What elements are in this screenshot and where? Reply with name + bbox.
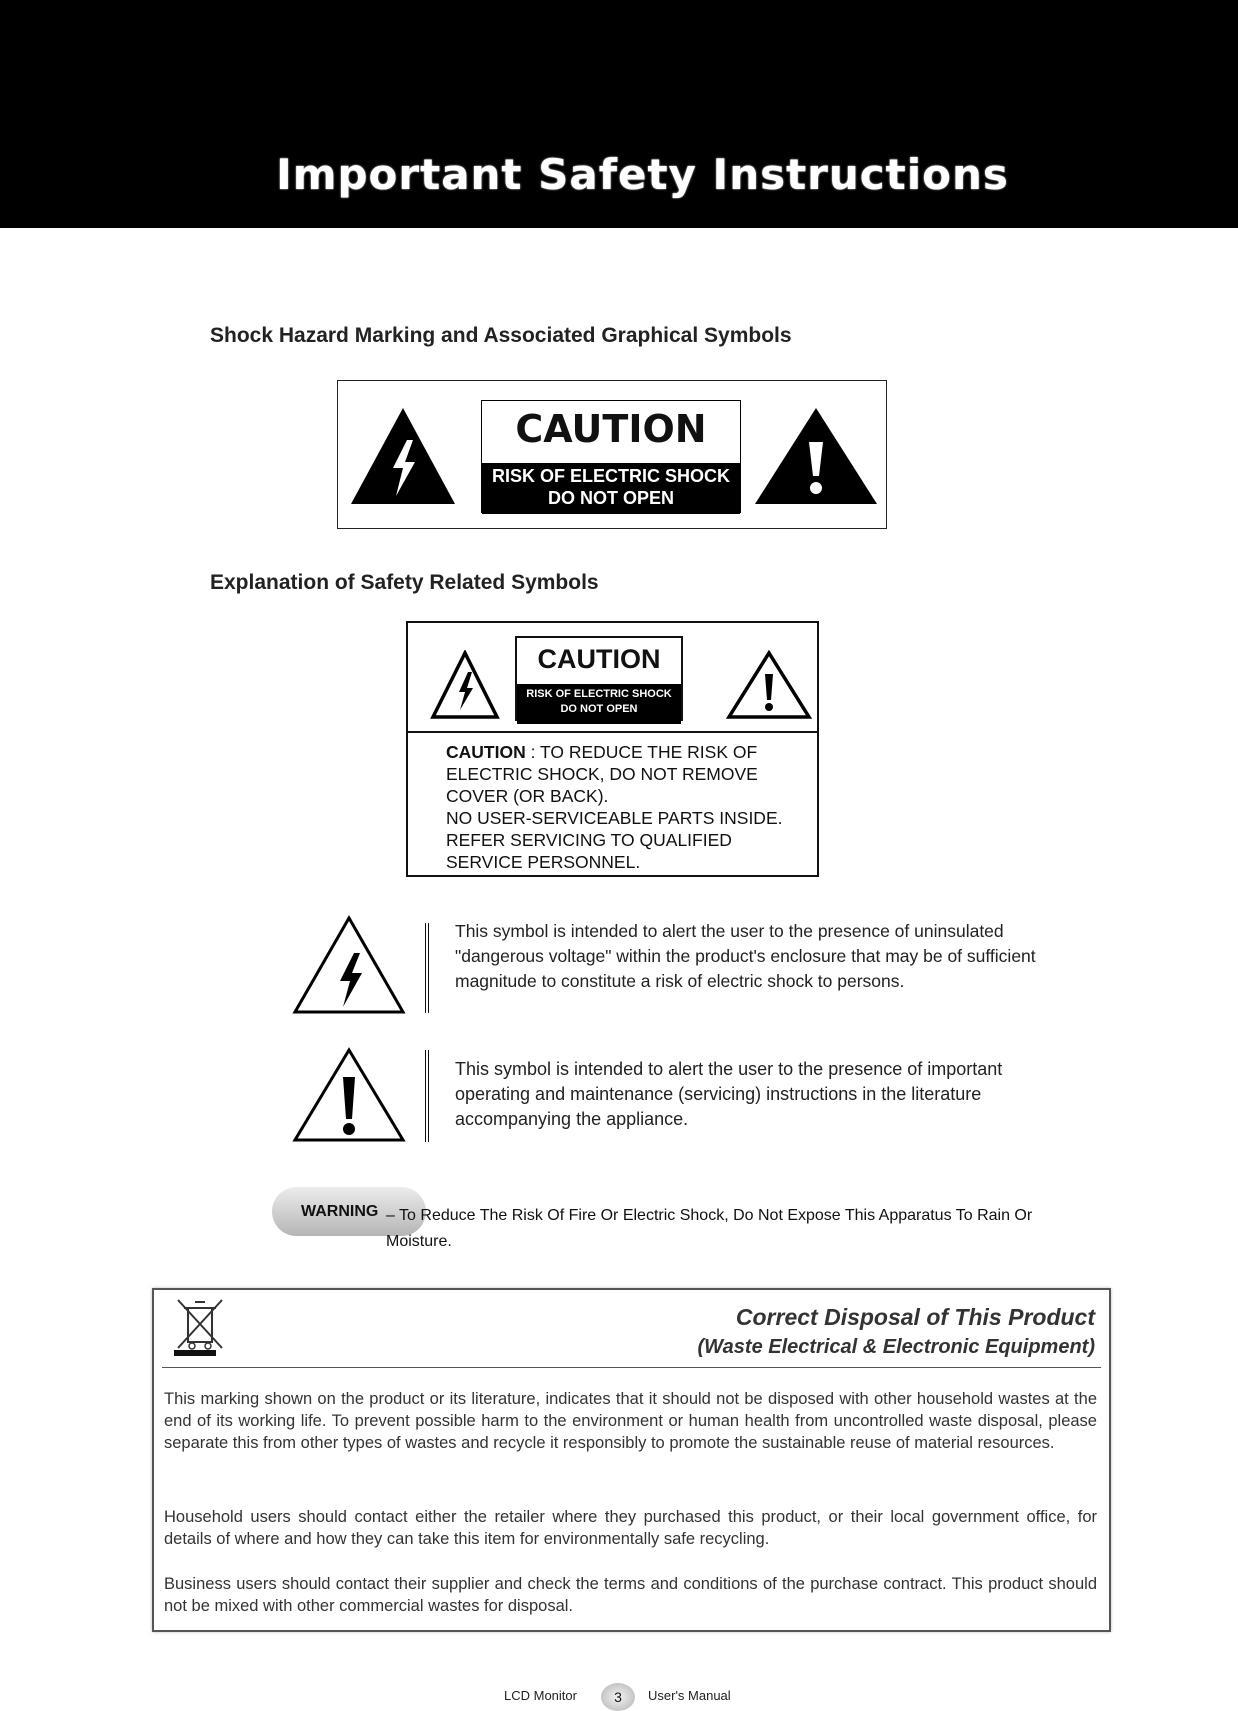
box-divider xyxy=(408,731,817,733)
exclamation-triangle-icon xyxy=(753,406,879,506)
exclamation-triangle-icon xyxy=(726,650,812,720)
weee-title: Correct Disposal of This Product xyxy=(735,1304,1095,1330)
symbol-explanation-voltage: This symbol is intended to alert the user to the presence of uninsulated "dangerous voltage" within the product's enclosure that may be of sufficient magnitude to constitute a risk of electric shock to persons. xyxy=(455,921,1036,991)
caution-subtext-line2: DO NOT OPEN xyxy=(547,488,674,508)
lightning-triangle-icon xyxy=(292,915,406,1015)
service-text: NO USER-SERVICEABLE PARTS INSIDE. REFER SERVICING TO QUALIFIED SERVICE PERSONNEL. xyxy=(446,808,783,872)
caution-word: CAUTION xyxy=(537,644,661,674)
caution-explanation-box xyxy=(406,621,819,877)
section-heading-explanation: Explanation of Safety Related Symbols xyxy=(210,571,599,594)
symbol-explanation-instructions: This symbol is intended to alert the user to the presence of important operating and maintenance (servicing) instructions in the literature accompanying the appliance. xyxy=(455,1059,1003,1129)
caution-subtext xyxy=(517,684,681,724)
warning-label: WARNING xyxy=(301,1203,379,1220)
section-heading-shock-hazard: Shock Hazard Marking and Associated Graphical Symbols xyxy=(210,324,792,347)
page-number: 3 xyxy=(601,1683,635,1711)
exclamation-triangle-icon xyxy=(292,1047,406,1143)
caution-word: CAUTION xyxy=(515,407,707,451)
caution-text: : TO REDUCE THE RISK OF ELECTRIC SHOCK, DO NOT REMOVE COVER (OR BACK). xyxy=(446,742,758,806)
caution-label xyxy=(481,400,741,513)
caution-lead: CAUTION xyxy=(446,742,526,762)
weee-paragraph: Business users should contact their supplier and check the terms and conditions of the purchase contract. This product should not be mixed with other commercial wastes for disposal. xyxy=(164,1575,1097,1615)
weee-paragraph: This marking shown on the product or its literature, indicates that it should not be disposed with other household wastes at the end of its working life. To prevent possible harm to the environment or human health from uncontrolled waste disposal, please separate this from other types of wastes and recycle it responsibly to promote the sustainable reuse of material resources. xyxy=(164,1390,1097,1452)
caution-subtext-line1: RISK OF ELECTRIC SHOCK xyxy=(491,466,730,486)
weee-disposal-box xyxy=(152,1288,1111,1632)
weee-subtitle: (Waste Electrical & Electronic Equipment) xyxy=(697,1336,1095,1358)
warning-text: – To Reduce The Risk Of Fire Or Electric Shock, Do Not Expose This Apparatus To Rain Or Moisture. xyxy=(386,1207,1033,1250)
page-footer xyxy=(0,1687,1238,1707)
separator-bar xyxy=(425,923,429,1013)
separator-bar xyxy=(425,1050,429,1142)
caution-subtext-line2: DO NOT OPEN xyxy=(560,703,638,715)
caution-subtext-line1: RISK OF ELECTRIC SHOCK xyxy=(526,688,672,700)
caution-text-block xyxy=(446,741,806,873)
bin-underline-bar xyxy=(174,1350,216,1356)
lightning-triangle-icon xyxy=(430,650,500,720)
shock-hazard-marking-box xyxy=(337,380,887,529)
weee-rule xyxy=(162,1367,1101,1368)
lightning-triangle-icon xyxy=(349,406,457,506)
weee-paragraph: Household users should contact either the retailer where they purchased this product, or their local government office, for details of where and how they can take this item for environmentally safe recycling. xyxy=(164,1508,1097,1548)
caution-label xyxy=(515,636,683,721)
caution-subtext xyxy=(482,463,740,514)
footer-manual: User's Manual xyxy=(648,1688,731,1703)
footer-product: LCD Monitor xyxy=(504,1688,577,1703)
page-title: Important Safety Instructions xyxy=(276,150,1009,199)
